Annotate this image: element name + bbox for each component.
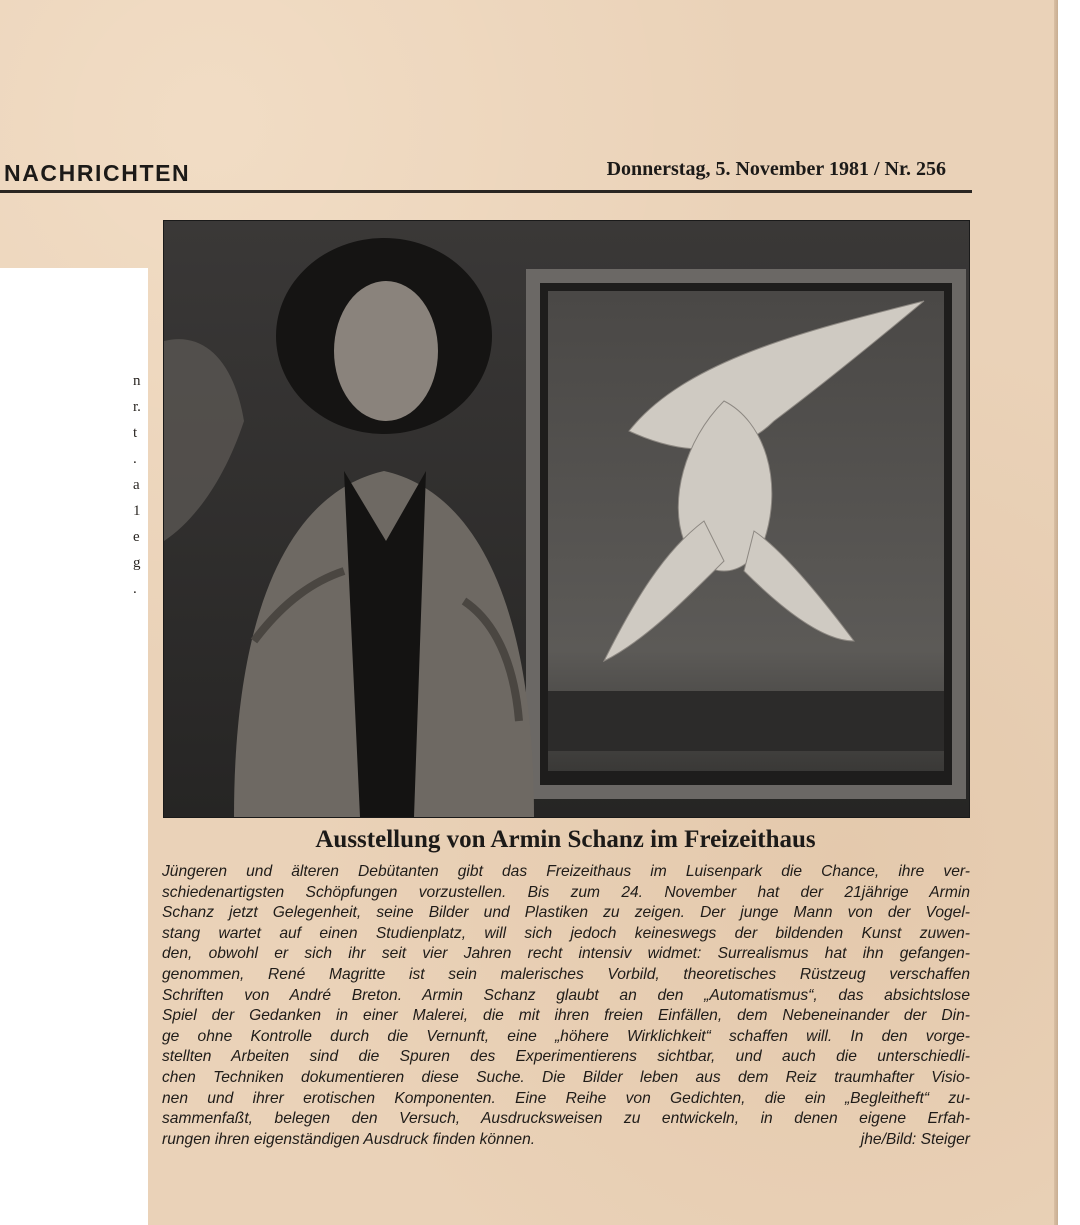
fragment-letter: . bbox=[133, 451, 137, 467]
fragment-letter: g bbox=[133, 555, 141, 571]
article-line: stang wartet auf einen Studienplatz, will sich jedoch keineswegs der bildenden Kunst zuwen- bbox=[162, 924, 970, 942]
article-line: rungen ihren eigenständigen Ausdruck finden können. bbox=[162, 1130, 536, 1148]
photo-illustration bbox=[164, 221, 969, 817]
article-line: sammenfaßt, belegen den Versuch, Ausdrucksweisen zu entwickeln, in denen eigene Erfah- bbox=[162, 1110, 970, 1128]
fragment-letter: t bbox=[133, 425, 138, 441]
clipping-edge bbox=[1054, 0, 1058, 1225]
article-photo bbox=[163, 220, 970, 818]
article-line: schiedenartigsten Schöpfungen vorzustellen. Bis zum 24. November hat der 21jährige Armin bbox=[162, 883, 970, 901]
article-headline: Ausstellung von Armin Schanz im Freizeithaus bbox=[315, 826, 816, 853]
paper-cutout bbox=[0, 268, 148, 1225]
fragment-letter: n bbox=[133, 373, 141, 389]
article-line: ge ohne Kontrolle durch die Vernunft, eine „höhere Wirklichkeit“ schaffen will. In den vorge- bbox=[162, 1027, 970, 1045]
fragment-letter: r. bbox=[133, 399, 141, 415]
article-line: Jüngeren und älteren Debütanten gibt das Freizeithaus im Luisenpark die Chance, ihre ver- bbox=[162, 863, 970, 880]
fragment-letter: a bbox=[133, 477, 140, 493]
article-line: chen Techniken dokumentieren diese Suche. Die Bilder leben aus dem Reiz traumhafter Visio- bbox=[162, 1068, 970, 1086]
issue-date: Donnerstag, 5. November 1981 / Nr. 256 bbox=[606, 158, 946, 180]
section-title: NACHRICHTEN bbox=[4, 160, 191, 186]
article-line: Schriften von André Breton. Armin Schanz glaubt an den „Automatismus“, das absichtslose bbox=[162, 986, 970, 1004]
fragment-letter: . bbox=[133, 581, 137, 597]
photo-credit: jhe/Bild: Steiger bbox=[860, 1130, 970, 1148]
article-line: genommen, René Magritte ist sein malerisches Vorbild, theoretisches Rüstzeug verschaffen bbox=[162, 965, 970, 983]
article-line: den, obwohl er sich ihr seit vier Jahren recht intensiv widmet: Surrealismus hat ihn gefangen- bbox=[162, 945, 970, 963]
header-rule bbox=[0, 190, 972, 193]
article-body bbox=[162, 862, 970, 1150]
adjacent-column-fragments bbox=[133, 368, 153, 602]
fragment-letter: e bbox=[133, 529, 140, 545]
fragment-letter: 1 bbox=[133, 503, 141, 519]
article-last-line bbox=[162, 1130, 970, 1151]
article-line: Spiel der Gedanken in einer Malerei, die mit ihren freien Einfällen, dem Nebeneinander der Din- bbox=[162, 1007, 970, 1025]
article-line: stellten Arbeiten sind die Spuren des Experimentierens sichtbar, und auch die unterschiedli- bbox=[162, 1048, 970, 1066]
article-line: Schanz jetzt Gelegenheit, seine Bilder und Plastiken zu zeigen. Der junge Mann von der Vogel- bbox=[162, 904, 970, 922]
article-line: nen und ihrer erotischen Komponenten. Eine Reihe von Gedichten, die ein „Begleitheft“ zu- bbox=[162, 1089, 970, 1107]
